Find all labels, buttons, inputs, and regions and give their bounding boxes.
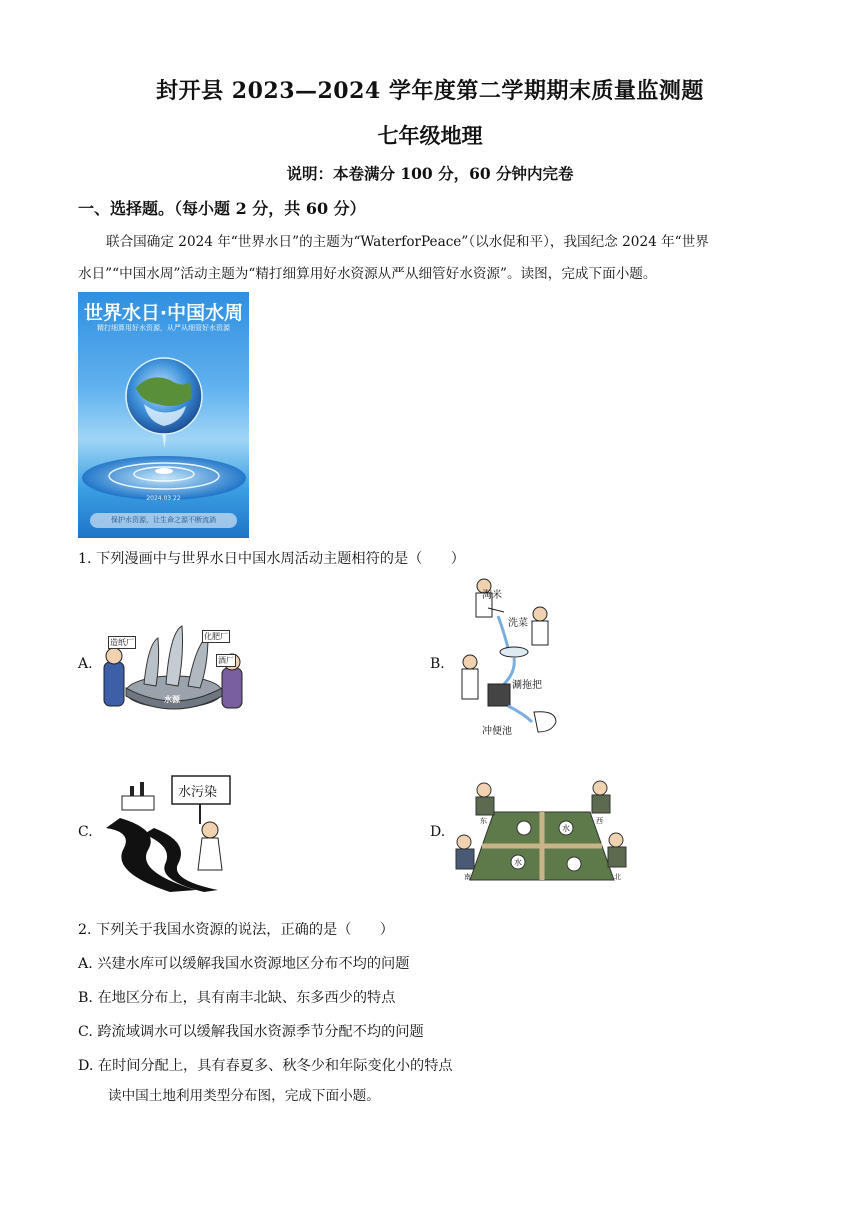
option-b-letter[interactable]: B. <box>430 656 445 672</box>
label-water-1: 水 <box>562 824 570 833</box>
label-water-source: 水源 <box>164 694 180 704</box>
cartoon-b-water-reuse <box>448 572 566 742</box>
poster-slogan: 保护水资源，让生命之源不断流淌 <box>90 513 237 528</box>
question-1-stem: 1. 下列漫画中与世界水日中国水周活动主题相符的是（ ） <box>78 551 465 567</box>
label-east: 东 <box>480 817 487 825</box>
label-north: 北 <box>614 873 621 881</box>
label-toilet-flushing: 冲便池 <box>482 726 512 737</box>
poster-date: 2024.03.22 <box>146 495 181 502</box>
label-west: 西 <box>596 817 603 825</box>
exam-title: 封开县 2023—2024 学年度第二学期期末质量监测题 <box>156 78 704 104</box>
cartoon-d-farmland-irrigation <box>450 776 630 888</box>
label-south: 南 <box>464 873 471 881</box>
label-water-pollution: 水污染 <box>178 785 218 800</box>
label-mop-rinsing: 涮拖把 <box>512 680 542 691</box>
intro-line-2: 水日”“中国水周”活动主题为“精打细算用好水资源从严从细管好水资源”。读图，完成下面小题。 <box>78 266 657 282</box>
exam-subtitle: 七年级地理 <box>377 123 483 148</box>
option-c-letter[interactable]: C. <box>78 824 93 840</box>
intro-line-1: 联合国确定 2024 年“世界水日”的主题为“WaterforPeace”（以水促和平），我国纪念 2024 年“世界 <box>106 234 709 250</box>
cartoon-c-water-pollution <box>100 772 240 894</box>
q2-option-d[interactable]: D. 在时间分配上，具有春夏多、秋冬少和年际变化小的特点 <box>78 1058 453 1074</box>
section-heading: 一、选择题。（每小题 2 分，共 60 分） <box>78 199 366 218</box>
option-a-letter[interactable]: A. <box>78 656 93 672</box>
label-rice-washing: 淘米 <box>482 590 502 601</box>
label-water-2: 水 <box>514 858 522 867</box>
q2-option-c[interactable]: C. 跨流域调水可以缓解我国水资源季节分配不均的问题 <box>78 1024 424 1040</box>
poster-subtitle: 精打细算用好水资源，从严从细管好水资源 <box>97 324 230 332</box>
q2-option-a[interactable]: A. 兴建水库可以缓解我国水资源地区分布不均的问题 <box>78 956 410 972</box>
q2-option-b[interactable]: B. 在地区分布上，具有南丰北缺、东多西少的特点 <box>78 990 396 1006</box>
question-2-stem: 2. 下列关于我国水资源的说法，正确的是（ ） <box>78 922 394 938</box>
section-2-intro: 读中国土地利用类型分布图，完成下面小题。 <box>108 1088 380 1104</box>
label-fertilizer-plant: 化肥厂 <box>204 632 228 641</box>
option-d-letter[interactable]: D. <box>430 824 446 840</box>
label-winery: 酒厂 <box>218 656 234 665</box>
cartoon-a-polluting-factories <box>96 614 248 714</box>
exam-note: 说明：本卷满分 100 分，60 分钟内完卷 <box>286 164 574 183</box>
label-vegetable-washing: 洗菜 <box>508 618 528 629</box>
world-water-day-poster <box>78 292 249 538</box>
poster-title: 世界水日·中国水周 <box>83 302 244 324</box>
label-paper-mill: 造纸厂 <box>110 638 134 647</box>
